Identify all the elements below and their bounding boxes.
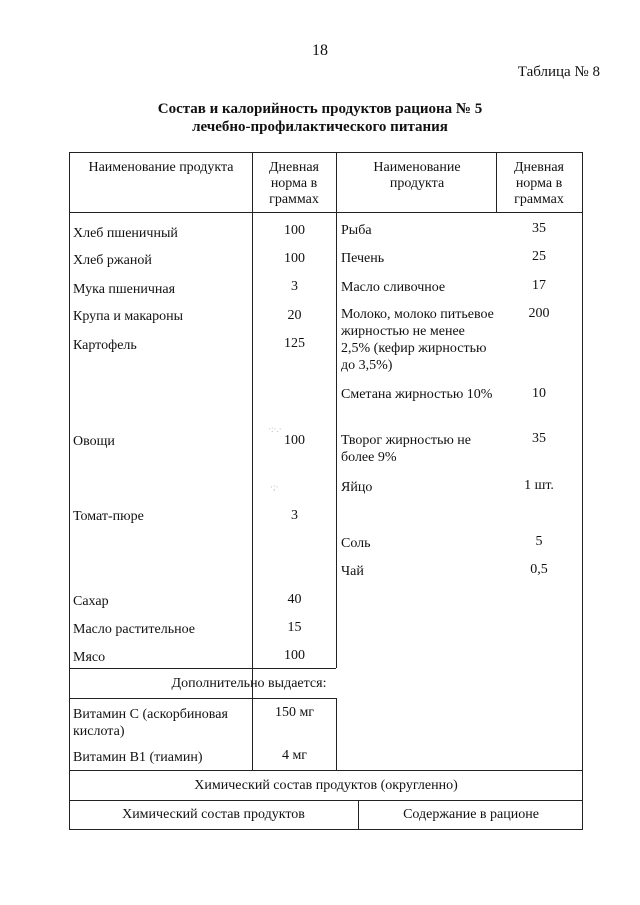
title-line-1: Состав и калорийность продуктов рациона № 5 — [157, 101, 483, 117]
right-name-2: Масло сливочное — [341, 280, 446, 295]
additional-line-bottom — [69, 698, 336, 699]
left-amount-8: 15 — [287, 620, 302, 635]
header-col1: Наименование продукта — [88, 160, 234, 175]
scan-smudge: ·;· — [270, 482, 279, 492]
col-divider-2 — [336, 152, 337, 668]
additional-amount-1: 4 мг — [281, 748, 308, 763]
col-divider-2b — [336, 698, 337, 770]
additional-amount-0: 150 мг — [274, 705, 315, 720]
right-amount-3: 200 — [528, 306, 550, 321]
right-amount-7: 5 — [535, 534, 543, 549]
left-amount-7: 40 — [287, 592, 302, 607]
right-name-4: Сметана жирностью 10% — [341, 387, 493, 402]
header-col3: Наименование продукта — [373, 160, 461, 191]
table-label: Таблица № 8 — [517, 64, 600, 80]
additional-line — [69, 668, 336, 669]
left-amount-6: 3 — [291, 508, 298, 523]
right-name-3: Молоко, молоко питьевое жирностью не менее 2,5% (кефир жирностью до 3,5%) — [341, 307, 494, 373]
left-amount-5: 100 — [284, 433, 305, 448]
header-bottom-line — [69, 212, 583, 213]
left-amount-0: 100 — [284, 223, 305, 238]
additional-heading: Дополнительно выдается: — [171, 676, 327, 691]
left-name-0: Хлеб пшеничный — [73, 226, 178, 241]
left-amount-9: 100 — [284, 648, 305, 663]
chem-col2: Содержание в рационе — [403, 807, 539, 822]
header-col4: Дневная норма в граммах — [513, 160, 564, 207]
title-line-2: лечебно-профилактического питания — [192, 119, 448, 135]
right-name-1: Печень — [341, 251, 385, 266]
col-divider-3 — [496, 152, 497, 212]
chem-heading-bottom — [69, 800, 583, 801]
right-amount-8: 0,5 — [530, 562, 548, 577]
right-amount-6: 1 шт. — [524, 478, 554, 493]
chem-col1: Химический состав продуктов — [122, 807, 305, 822]
right-amount-2: 17 — [532, 278, 546, 293]
left-name-8: Масло растительное — [73, 622, 195, 637]
chem-heading: Химический состав продуктов (округленно) — [194, 778, 458, 793]
scan-smudge: ·:·.· — [268, 424, 282, 434]
left-amount-2: 3 — [291, 279, 298, 294]
left-amount-1: 100 — [284, 251, 305, 266]
left-name-5: Овощи — [73, 434, 115, 449]
page-number: 18 — [312, 42, 328, 59]
left-amount-4: 125 — [284, 336, 305, 351]
chem-heading-top — [69, 770, 583, 771]
right-name-5: Творог жирностью не более 9% — [341, 433, 471, 465]
right-name-7: Соль — [341, 536, 371, 551]
left-name-6: Томат-пюре — [73, 509, 144, 524]
left-name-1: Хлеб ржаной — [73, 253, 152, 268]
left-name-2: Мука пшеничная — [73, 282, 176, 297]
right-amount-1: 25 — [532, 249, 546, 264]
additional-name-0: Витамин С (аскорбиновая кислота) — [73, 707, 228, 739]
right-name-6: Яйцо — [341, 480, 373, 495]
right-name-0: Рыба — [341, 223, 372, 238]
additional-name-1: Витамин В1 (тиамин) — [73, 750, 203, 765]
table-title — [0, 100, 640, 136]
right-name-8: Чай — [341, 564, 364, 579]
left-name-3: Крупа и макароны — [73, 309, 184, 324]
left-name-7: Сахар — [73, 594, 109, 609]
right-amount-0: 35 — [532, 221, 546, 236]
left-name-4: Картофель — [73, 338, 137, 353]
header-col2: Дневная норма в граммах — [268, 160, 319, 207]
left-name-9: Мясо — [73, 650, 106, 665]
left-amount-3: 20 — [287, 308, 302, 323]
right-amount-5: 35 — [532, 431, 546, 446]
right-amount-4: 10 — [532, 386, 546, 401]
